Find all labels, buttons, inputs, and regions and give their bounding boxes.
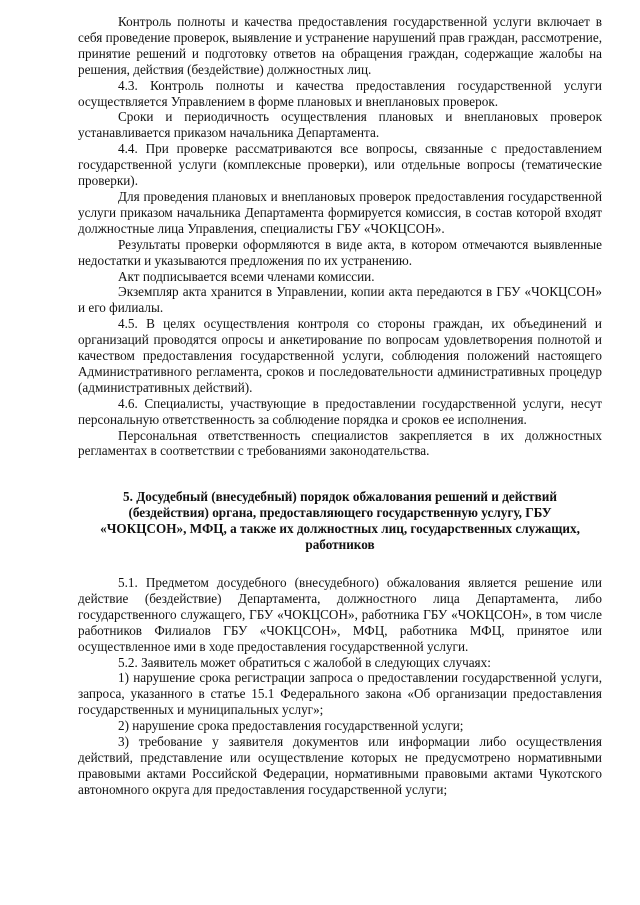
paragraph-5-2: 5.2. Заявитель может обратиться с жалобой в следующих случаях: [118, 654, 491, 670]
paragraph-act-signed: Акт подписывается всеми членами комиссии. [118, 268, 375, 284]
list-item-1: 1) нарушение срока регистрации запроса о предоставлении государственной услуги, запроса, указанного в статье 15.1 Федерального закона «Об организации предоставления государственных и муниципальных услуг»; [78, 670, 602, 718]
list-item-3: 3) требование у заявителя документов или информации либо осуществления действий, представление или осуществление которых не предусмотрено нормативными правовыми актами Российской Федерации, нормативными правовыми актами Чукотского автономного округа для предоставления государственной услуги; [78, 734, 602, 797]
paragraph-4-6: 4.6. Специалисты, участвующие в предоставлении государственной услуги, несут персональную ответственность за соблюдение порядка и сроков ее исполнения. [78, 395, 602, 427]
list-item-2: 2) нарушение срока предоставления государственной услуги; [118, 718, 464, 734]
paragraph-4-3: 4.3. Контроль полноты и качества предоставления государственной услуги осуществляется Управлением в форме плановых и внеплановых проверок. [78, 77, 602, 109]
section-5-heading: 5. Досудебный (внесудебный) порядок обжалования решений и действий (бездействия) органа, предоставляющего государственную услугу, ГБУ «ЧОКЦСОН», МФЦ, а также их должностных лиц, государственных служащих, работников [100, 489, 580, 553]
spacer [78, 553, 602, 575]
paragraph-4-5: 4.5. В целях осуществления контроля со стороны граждан, их объединений и организаций проводятся опросы и анкетирование по вопросам удовлетворения полнотой и качеством предоставления государственной услуги, соблюдения положений настоящего Административного регламента, сроков и последовательности административных процедур (административных действий). [78, 316, 602, 395]
paragraph-inspection-periodicity: Сроки и периодичность осуществления плановых и внеплановых проверок устанавливается приказом начальника Департамента. [78, 109, 602, 141]
paragraph-control-scope: Контроль полноты и качества предоставления государственной услуги включает в себя проведение проверок, выявление и устранение нарушений прав граждан, рассмотрение, принятие решений и подготовку ответов на обращения граждан, содержащие жалобы на решения, действия (бездействие) должностных лиц. [78, 14, 602, 77]
paragraph-act-copies: Экземпляр акта хранится в Управлении, копии акта передаются в ГБУ «ЧОКЦСОН» и его филиалы. [78, 284, 602, 316]
paragraph-4-4: 4.4. При проверке рассматриваются все вопросы, связанные с предоставлением государственной услуги (комплексные проверки), или отдельные вопросы (тематические проверки). [78, 141, 602, 189]
paragraph-5-1: 5.1. Предметом досудебного (внесудебного) обжалования является решение или действие (бездействие) Департамента, должностного лица Департамента, либо государственного служащего, ГБУ «ЧОКЦСОН», работника ГБУ «ЧОКЦСОН», в том числе работников Филиалов ГБУ «ЧОКЦСОН», МФЦ, работника МФЦ, принятое или осуществленное ими в ходе предоставления государственной услуги. [78, 575, 602, 654]
paragraph-inspection-results: Результаты проверки оформляются в виде акта, в котором отмечаются выявленные недостатки и указываются предложения по их устранению. [78, 236, 602, 268]
document-page [78, 14, 602, 798]
paragraph-personal-responsibility: Персональная ответственность специалистов закрепляется в их должностных регламентах в соответствии с требованиями законодательства. [78, 427, 602, 459]
paragraph-commission: Для проведения плановых и внеплановых проверок предоставления государственной услуги приказом начальника Департамента формируется комиссия, в состав которой входят должностные лица Управления, специалисты ГБУ «ЧОКЦСОН». [78, 188, 602, 236]
